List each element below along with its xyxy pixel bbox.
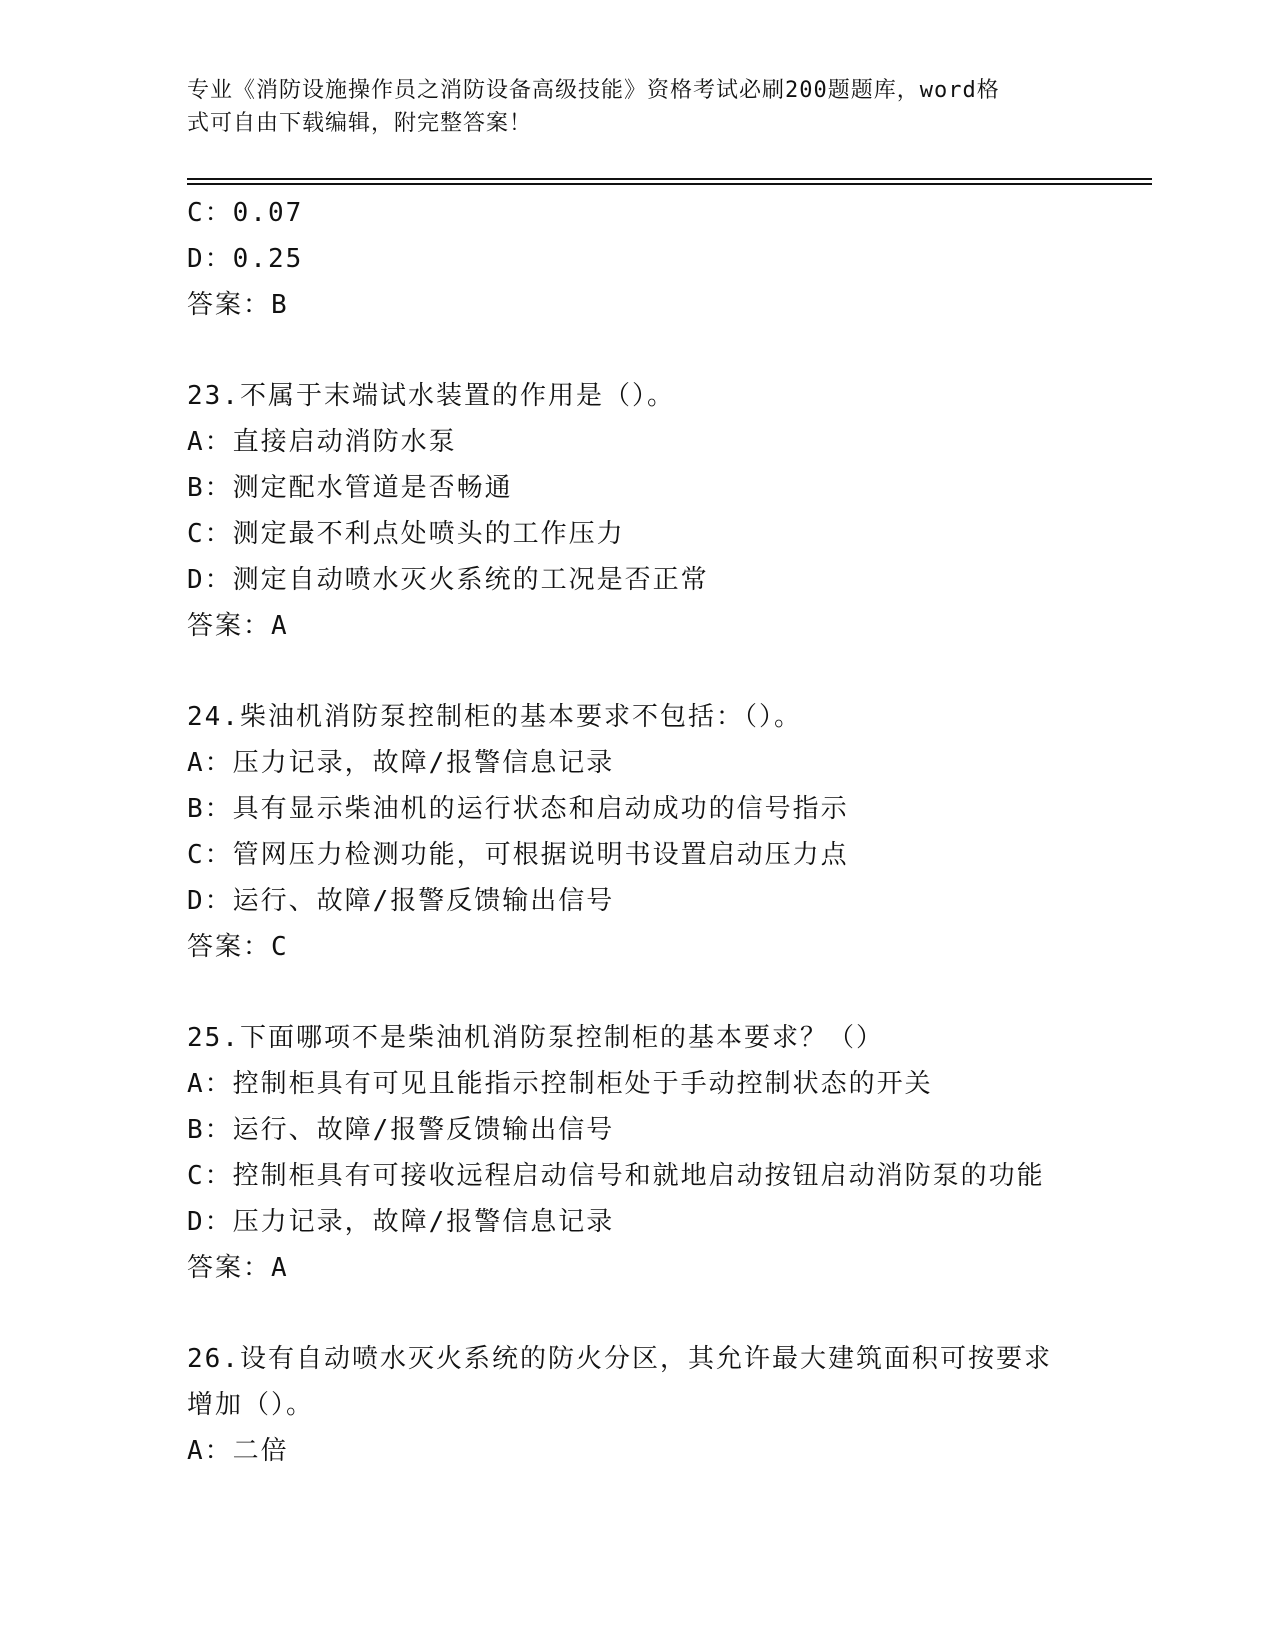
question-stem: 23.不属于末端试水装置的作用是（）。	[187, 381, 675, 411]
option-a: A：压力记录，故障/报警信息记录	[187, 748, 615, 778]
question-stem-line-2: 增加（）。	[187, 1390, 315, 1420]
option-a: A：控制柜具有可见且能指示控制柜处于手动控制状态的开关	[187, 1069, 933, 1099]
option-a: A：二倍	[187, 1436, 289, 1466]
question-23	[187, 373, 1117, 649]
option-d: D：测定自动喷水灭火系统的工况是否正常	[187, 565, 709, 595]
header-line-1: 专业《消防设施操作员之消防设备高级技能》资格考试必刷200题题库，word格	[187, 78, 1000, 103]
question-25	[187, 1015, 1117, 1291]
option-d: D：运行、故障/报警反馈输出信号	[187, 886, 615, 916]
header-divider-top	[187, 178, 1152, 180]
option-b: B：具有显示柴油机的运行状态和启动成功的信号指示	[187, 794, 849, 824]
option-b: B：测定配水管道是否畅通	[187, 473, 513, 503]
answer-line: 答案：A	[187, 1253, 289, 1283]
question-stem: 25.下面哪项不是柴油机消防泵控制柜的基本要求？（）	[187, 1023, 884, 1053]
spacer	[187, 328, 1117, 373]
question-stem: 24.柴油机消防泵控制柜的基本要求不包括：（）。	[187, 702, 802, 732]
option-d: D：压力记录，故障/报警信息记录	[187, 1207, 615, 1237]
header-line-2: 式可自由下载编辑，附完整答案！	[187, 111, 533, 136]
answer-line: 答案：C	[187, 932, 289, 962]
question-22-tail	[187, 190, 1117, 328]
option-d: D：0.25	[187, 244, 304, 274]
question-list	[187, 190, 1117, 1474]
option-c: C：0.07	[187, 198, 304, 228]
spacer	[187, 649, 1117, 694]
option-b: B：运行、故障/报警反馈输出信号	[187, 1115, 615, 1145]
question-24	[187, 694, 1117, 970]
document-header	[187, 74, 1067, 140]
answer-line: 答案：A	[187, 611, 289, 641]
question-26	[187, 1336, 1117, 1474]
spacer	[187, 970, 1117, 1015]
option-c: C：管网压力检测功能，可根据说明书设置启动压力点	[187, 840, 849, 870]
answer-line: 答案：B	[187, 290, 289, 320]
option-a: A：直接启动消防水泵	[187, 427, 457, 457]
header-divider-bottom	[187, 183, 1152, 185]
option-c: C：控制柜具有可接收远程启动信号和就地启动按钮启动消防泵的功能	[187, 1161, 1045, 1191]
question-stem-line-1: 26.设有自动喷水灭火系统的防火分区，其允许最大建筑面积可按要求	[187, 1344, 1052, 1374]
spacer	[187, 1291, 1117, 1336]
option-c: C：测定最不利点处喷头的工作压力	[187, 519, 625, 549]
